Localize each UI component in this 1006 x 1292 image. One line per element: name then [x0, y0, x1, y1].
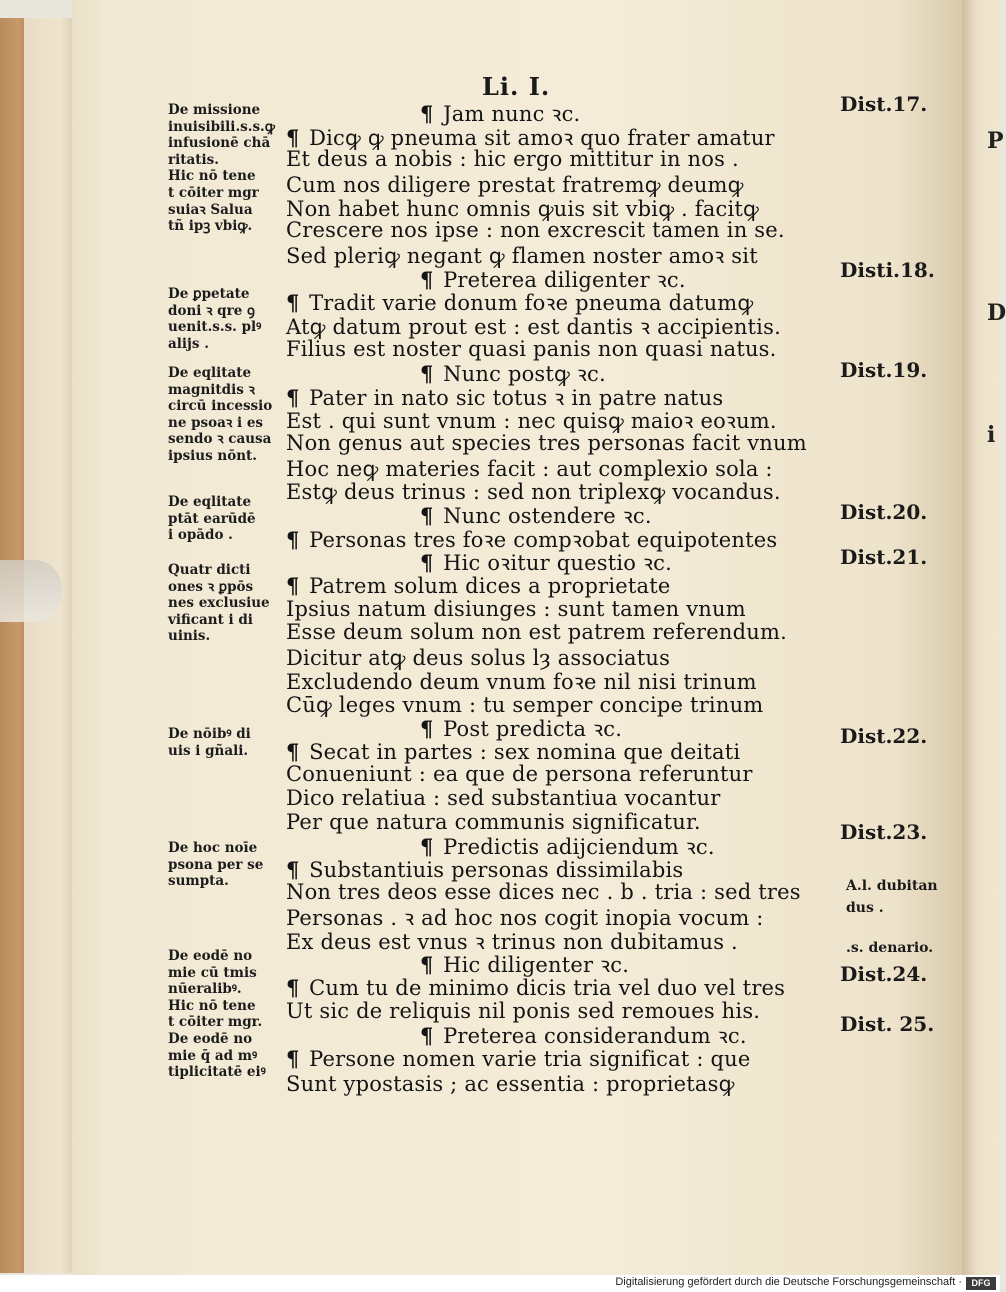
text-line-content: Esse deum solum non est patrem referendum.	[286, 620, 787, 645]
text-line-content: Dicꝙ ꝙ pneuma sit amoꝛ quo frater amatur	[309, 125, 775, 150]
text-line-content: Jam nunc ꝛc.	[443, 102, 581, 126]
text-line-content: Hic oꝛitur questio ꝛc.	[443, 551, 672, 576]
text-line-content: Estꝙ deus trinus : sed non triplexꝙ vocandus.	[286, 480, 781, 505]
paragraph-mark-icon: ¶	[420, 834, 442, 860]
paragraph-mark-icon: ¶	[286, 526, 308, 552]
text-line	[286, 597, 746, 621]
folio-number: Li. I.	[482, 72, 551, 101]
text-line-content: Cūꝙ leges vnum : tu semper concipe trinum	[286, 693, 764, 718]
marginal-note-line: nūeralibꝰ.	[168, 981, 242, 998]
marginal-note-line: uenit.s.s. plꝰ	[168, 319, 262, 336]
text-line-content: Dicitur atꝙ deus solus lȝ associatus	[286, 645, 671, 670]
marginal-note	[168, 562, 286, 645]
text-line	[286, 147, 739, 171]
text-line-content: Personas . ꝛ ad hoc nos cogit inopia vocum :	[286, 906, 764, 931]
text-line-content: Personas tres foꝛe compꝛobat equipotentes	[309, 527, 778, 552]
footer-bar	[0, 1275, 1000, 1292]
text-line-content: Substantiuis personas dissimilabis	[309, 857, 684, 882]
marginal-note-line: sumpta.	[168, 873, 229, 890]
paragraph-mark-icon: ¶	[286, 975, 308, 1001]
distinction-label: Dist.24.	[840, 962, 928, 986]
paragraph-mark-icon: ¶	[420, 952, 442, 978]
paragraph-mark-icon: ¶	[286, 384, 308, 410]
paragraph-mark-icon: ¶	[286, 1046, 308, 1071]
distinction-label: Disti.18.	[840, 258, 935, 282]
text-line-content: Ut sic de reliquis nil ponis sed remoues his.	[286, 998, 761, 1023]
marginal-note-line: magnitdis ꝛ	[168, 381, 255, 398]
text-line-content: Sed pleriꝙ negant ꝙ flamen noster amoꝛ sit	[286, 243, 758, 268]
facing-page-glyph: P	[987, 128, 1004, 154]
text-line-content: Preterea diligenter ꝛc.	[443, 267, 686, 292]
text-line	[286, 975, 785, 1000]
text-line-content: Secat in partes : sex nomina que deitati	[309, 739, 741, 764]
text-line	[286, 762, 753, 786]
paragraph-mark-icon: ¶	[286, 738, 308, 764]
text-line	[286, 857, 683, 882]
marginal-note-line: psona per se	[168, 856, 264, 873]
dfg-logo: DFG	[966, 1277, 996, 1290]
marginal-note-line: mie cū tmis	[168, 964, 257, 981]
page-clip	[0, 560, 62, 622]
marginal-note-line: i opādo .	[168, 527, 233, 544]
text-line-content: Patrem solum dices a proprietate	[309, 574, 671, 598]
marginal-note	[168, 286, 286, 352]
text-line-content: Cum nos diligere prestat fratremꝙ deumꝙ	[286, 172, 744, 197]
text-line	[286, 810, 701, 834]
marginal-note-line: suiaꝛ Salua	[168, 201, 253, 218]
text-line-content: Ipsius natum disiunges : sunt tamen vnum	[286, 596, 746, 621]
marginal-note-line: De eodē no	[168, 1030, 253, 1047]
text-line-content: Crescere nos ipse : non excrescit tamen in se.	[286, 218, 785, 243]
marginal-note-line: sendo ꝛ causa	[168, 431, 272, 448]
distinction-label: Dist.17.	[840, 92, 928, 116]
marginal-note-line: doni ꝛ qre ꝯ	[168, 302, 255, 319]
facing-page-edge	[962, 0, 1000, 1275]
paragraph-mark-icon: ¶	[286, 856, 308, 882]
facing-page-glyph: i	[987, 422, 996, 448]
marginal-note-line: ones ꝛ ꝑpōs	[168, 578, 254, 595]
marginal-note	[168, 840, 286, 890]
text-line	[286, 999, 760, 1023]
marginal-note-line: De nōibꝰ di	[168, 726, 251, 742]
marginal-variant-note: .s. denario.	[846, 940, 934, 956]
text-line-content: Nunc postꝙ ꝛc.	[443, 362, 606, 387]
paragraph-mark-icon: ¶	[420, 503, 442, 529]
distinction-label: Dist.21.	[840, 545, 928, 569]
text-line	[286, 620, 787, 644]
paragraph-mark-icon: ¶	[286, 290, 308, 316]
marginal-note-line: De eqlitate	[168, 494, 252, 510]
marginal-note-line: t cōiter mgr	[168, 184, 259, 201]
text-line-content: Pater in nato sic totus ꝛ in patre natus	[309, 385, 724, 410]
marginal-note-line: De eqlitate	[168, 365, 252, 381]
marginal-note-line: t cōiter mgr.	[168, 1014, 263, 1031]
marginal-variant-note: A.l. dubitan	[846, 878, 938, 894]
text-line-content: Cum tu de minimo dicis tria vel duo vel tres	[309, 976, 786, 1001]
marginal-note-line: ipsius nōnt.	[168, 447, 257, 464]
marginal-note	[168, 102, 286, 235]
marginal-note-line: inuisibili.s.s.ꝙ	[168, 118, 275, 135]
text-line-content: Ex deus est vnus ꝛ trinus non dubitamus .	[286, 929, 738, 954]
marginal-note	[168, 365, 286, 465]
text-line-content: Per que natura communis significatur.	[286, 809, 701, 834]
paragraph-mark-icon: ¶	[420, 266, 442, 292]
text-line	[286, 1046, 751, 1071]
paragraph-mark-icon: ¶	[286, 124, 308, 150]
marginal-note-line: Hic nō tene	[168, 168, 256, 185]
text-line-content: Et deus a nobis : hic ergo mittitur in nos .	[286, 147, 739, 172]
marginal-note-line: Quatr dicti	[168, 562, 251, 578]
marginal-note	[168, 494, 286, 544]
marginal-note-line: nes exclusiue	[168, 595, 270, 612]
marginal-note	[168, 726, 286, 759]
marginal-note-line: circū incessio	[168, 398, 273, 415]
text-line-content: Hoc neꝙ materies facit : aut complexio sola :	[286, 456, 773, 481]
text-line	[286, 573, 671, 598]
text-line-content: Nunc ostendere ꝛc.	[443, 504, 652, 529]
marginal-note-line: ptāt earūdē	[168, 510, 256, 527]
distinction-label: Dist. 25.	[840, 1012, 935, 1036]
text-line-content: Est . qui sunt vnum : nec quisꝙ maioꝛ eoꝛum.	[286, 409, 777, 434]
text-line-content: Preterea considerandum ꝛc.	[443, 1024, 747, 1049]
paragraph-mark-icon: ¶	[420, 550, 442, 576]
marginal-note-line: Hic nō tene	[168, 997, 256, 1014]
marginal-note-line: De ꝑpetate	[168, 286, 250, 302]
paragraph-mark-icon: ¶	[420, 715, 442, 741]
marginal-note-line: De missione	[168, 102, 261, 118]
text-line	[286, 786, 720, 810]
marginal-note-line: ne psoaꝛ i es	[168, 414, 264, 431]
text-line	[286, 431, 807, 455]
text-line-content: Non tres deos esse dices nec . b . tria : sed tres	[286, 880, 801, 905]
marginal-note-line: ritatis.	[168, 151, 219, 168]
paragraph-mark-icon: ¶	[420, 1023, 442, 1049]
marginal-note-line: uinis.	[168, 628, 211, 645]
text-line-content: Non genus aut species tres personas facit vnum	[286, 431, 807, 456]
footer-credit: Digitalisierung gefördert durch die Deutsche Forschungsgemeinschaft ·	[615, 1276, 962, 1288]
paragraph-mark-icon: ¶	[420, 101, 442, 126]
distinction-label: Dist.19.	[840, 358, 928, 382]
text-line-content: Tradit varie donum foꝛe pneuma datumꝙ	[309, 291, 754, 316]
marginal-note-line: uis i gñali.	[168, 742, 249, 759]
text-line-content: Atꝙ datum prout est : est dantis ꝛ accipientis.	[286, 314, 781, 339]
text-line	[286, 1070, 735, 1098]
facing-page-glyph: D	[987, 300, 1006, 326]
text-line-content: Predictis adijciendum ꝛc.	[443, 835, 715, 860]
text-line-content: Persone nomen varie tria significat : que	[309, 1047, 751, 1071]
marginal-note-line: vificant i di	[168, 611, 253, 628]
marginal-note-line: tñ ipꝫ vbiꝙ.	[168, 218, 253, 235]
text-line-content: Hic diligenter ꝛc.	[443, 953, 630, 978]
marginal-note-line: tiplicitatē eiꝰ	[168, 1064, 266, 1081]
distinction-label: Dist.20.	[840, 500, 928, 524]
marginal-note	[168, 948, 286, 1081]
text-line-content: Non habet hunc omnis ꝙuis sit vbiꝙ . facitꝙ	[286, 196, 759, 221]
marginal-variant-note: dus .	[846, 900, 884, 916]
marginal-note-line: De hoc noīe	[168, 840, 258, 856]
text-line	[286, 739, 740, 764]
distinction-label: Dist.22.	[840, 724, 928, 748]
text-line-content: Dico relatiua : sed substantiua vocantur	[286, 785, 721, 810]
text-line	[286, 218, 785, 242]
paragraph-mark-icon: ¶	[420, 361, 442, 387]
text-line-content: Post predicta ꝛc.	[443, 716, 623, 741]
marginal-note-line: alijs .	[168, 335, 209, 352]
text-line-content: Sunt ypostasis ; ac essentia : proprietasꝙ	[286, 1071, 735, 1096]
text-line-content: Filius est noster quasi panis non quasi natus.	[286, 336, 777, 361]
distinction-label: Dist.23.	[840, 820, 928, 844]
marginal-note-line: infusionē chā	[168, 135, 271, 152]
marginal-note-line: De eodē no	[168, 948, 253, 964]
paragraph-mark-icon: ¶	[286, 573, 308, 598]
book-page-stack	[24, 18, 77, 1273]
text-line	[286, 337, 777, 361]
text-line-content: Conueniunt : ea que de persona referuntur	[286, 762, 753, 787]
marginal-note-line: mie q̄ ad mꝰ	[168, 1047, 258, 1064]
text-line	[286, 880, 801, 904]
text-line-content: Excludendo deum vnum foꝛe nil nisi trinum	[286, 669, 757, 694]
